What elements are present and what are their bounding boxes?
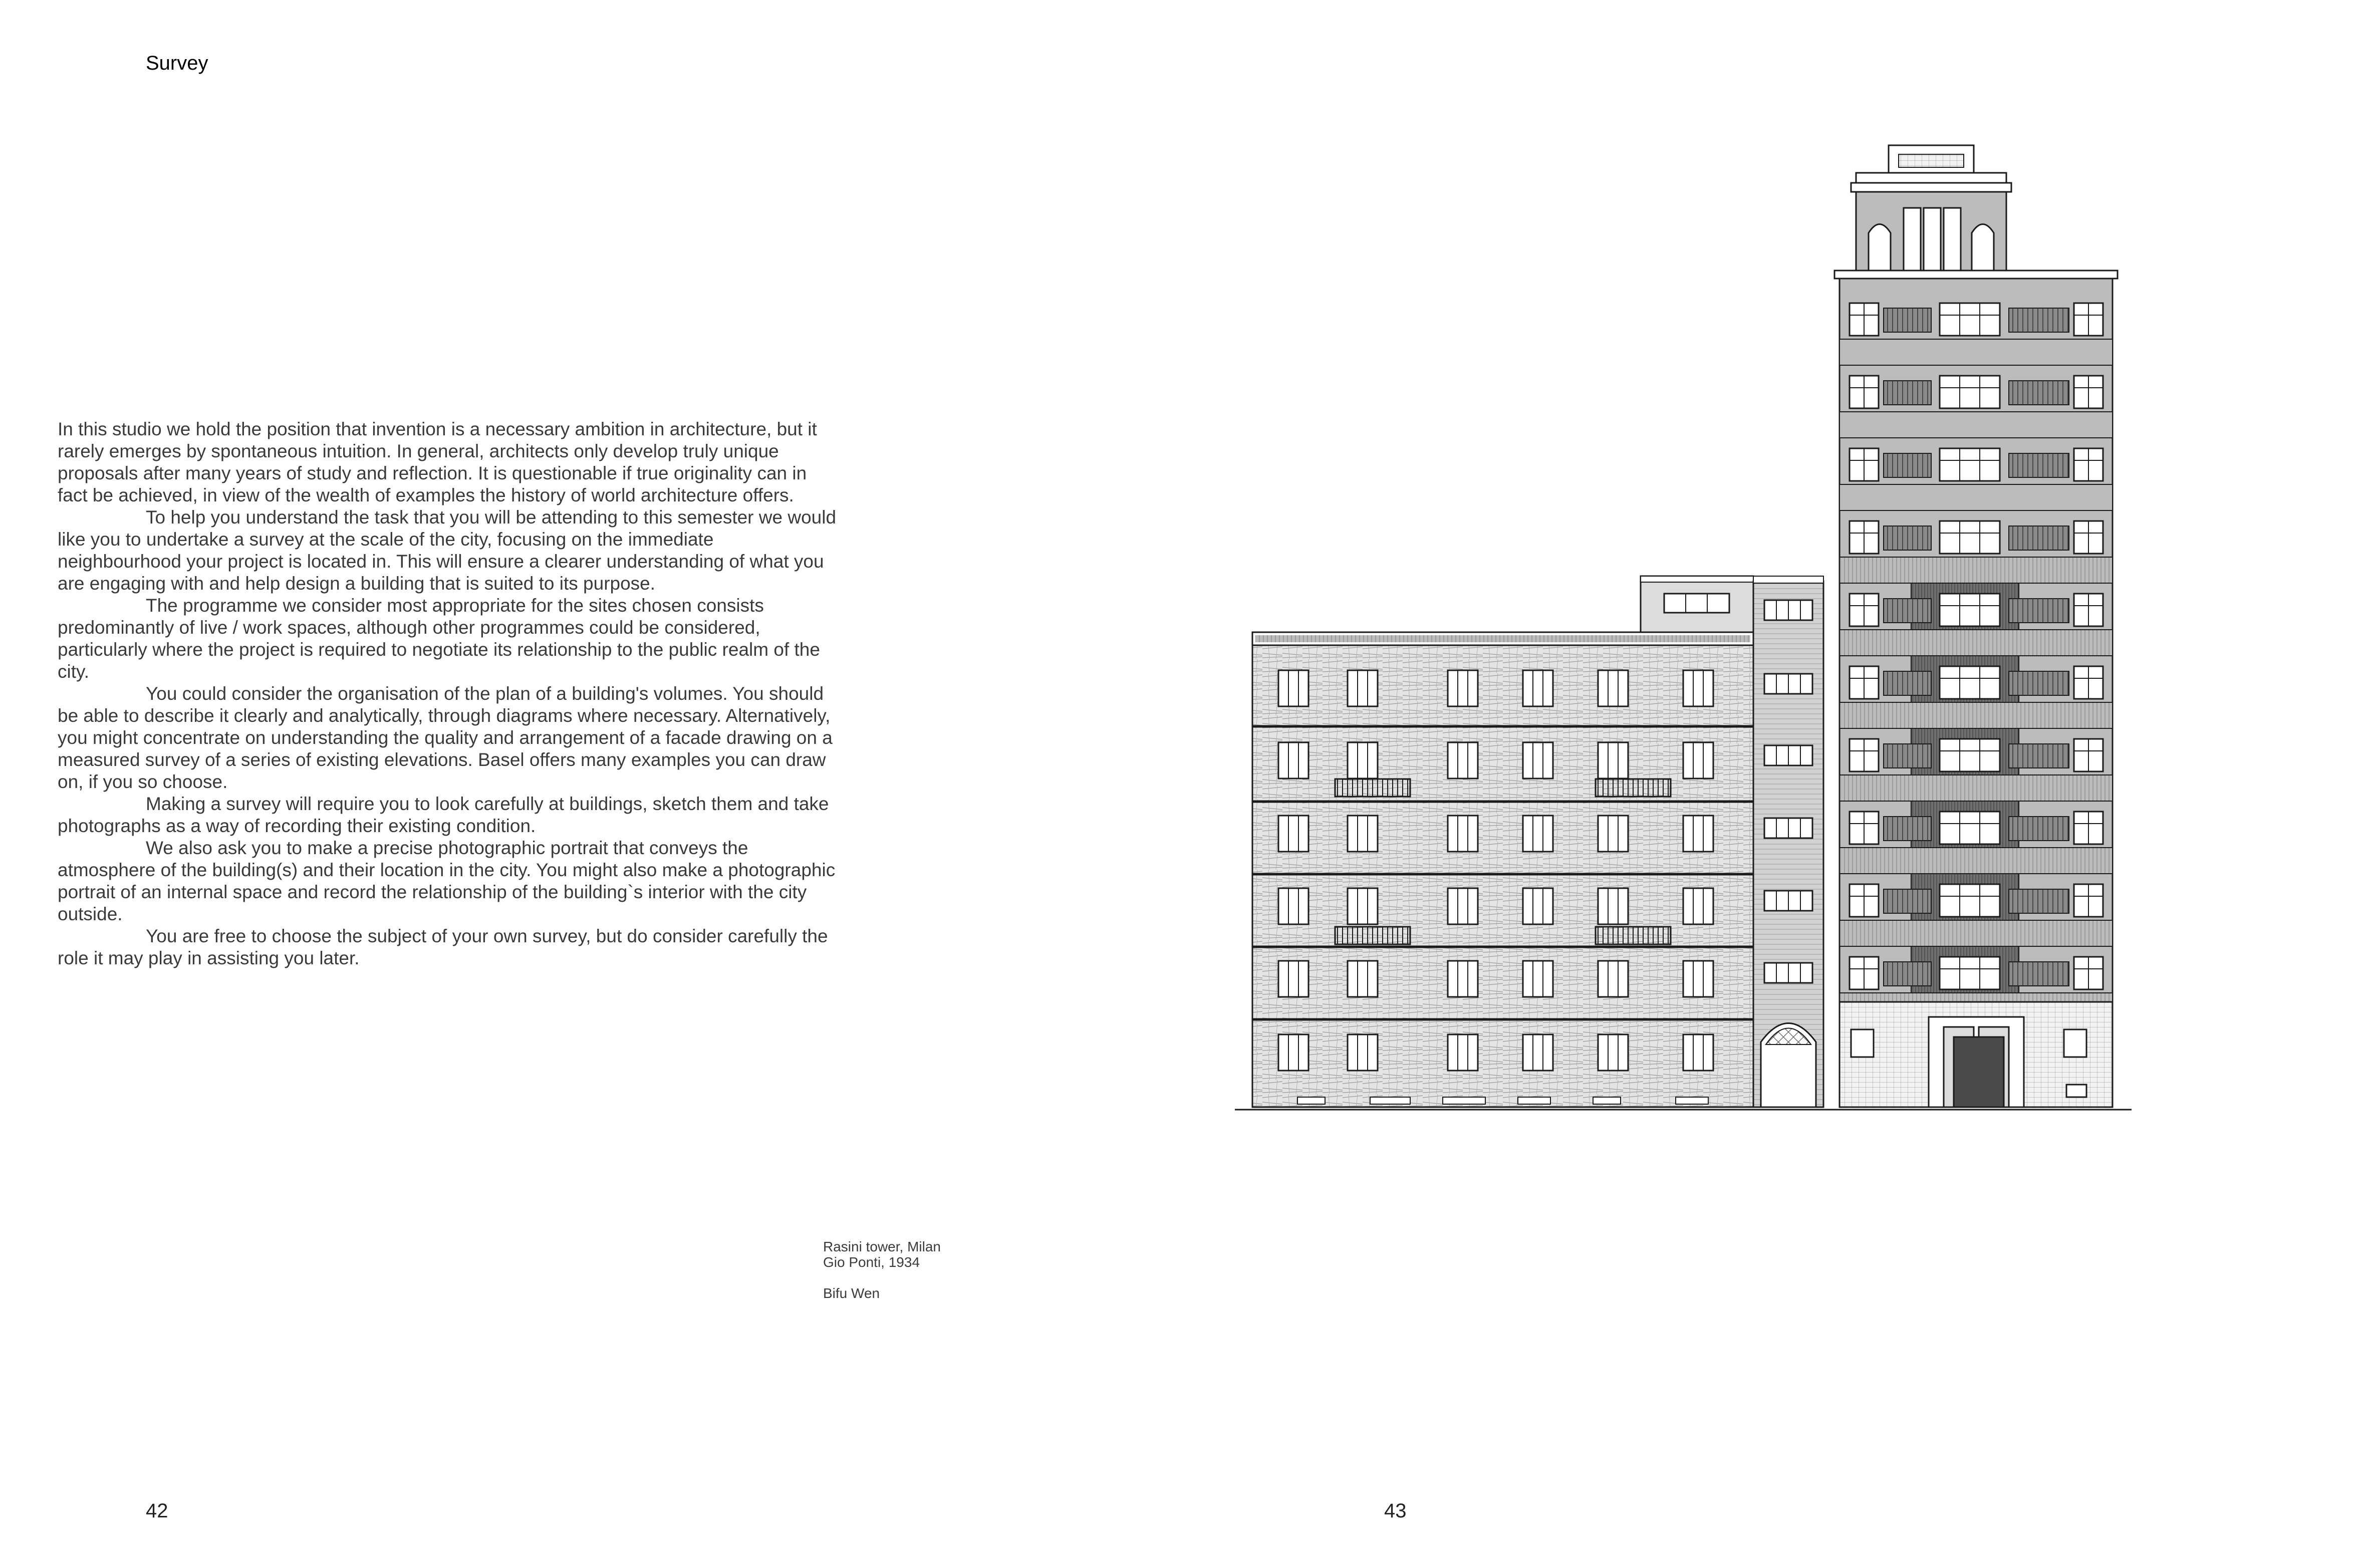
floor-band bbox=[1839, 412, 2113, 438]
window bbox=[1523, 961, 1553, 997]
window bbox=[1278, 888, 1308, 924]
caption-author: Bifu Wen bbox=[823, 1285, 880, 1301]
window bbox=[1598, 670, 1628, 706]
window bbox=[1448, 961, 1478, 997]
window bbox=[1940, 739, 2000, 771]
paragraph: In this studio we hold the position that invention is a necessary ambition in architecture, but it rarely emerges by spontaneous intuition. In general, architects only develop truly unique proposals after many years of study and reflection. It is questionable if true originality can in fact be achieved, in view of the wealth of examples the history of world architecture offers. bbox=[58, 419, 817, 505]
window bbox=[1448, 742, 1478, 778]
window bbox=[1523, 1034, 1553, 1071]
paragraph: To help you understand the task that you will be attending to this semester we would like you to undertake a survey at the scale of the city, focusing on the immediate neighbourhood your project is located in. This will ensure a clearer understanding of what you are engaging with and help design a building that is suited to its purpose. bbox=[58, 507, 837, 594]
window bbox=[1523, 816, 1553, 852]
window bbox=[1348, 961, 1378, 997]
window bbox=[1598, 888, 1628, 924]
floor-band bbox=[1839, 702, 2113, 728]
caption-building: Rasini tower, Milan bbox=[823, 1239, 941, 1254]
window bbox=[1598, 742, 1628, 778]
window bbox=[1940, 594, 2000, 626]
paragraph: We also ask you to make a precise photographic portrait that conveys the atmosphere of the building(s) and their location in the city. You might also make a photographic portrait of an internal space and record the relationship of the building`s interior with the city outside. bbox=[58, 838, 836, 924]
window bbox=[1940, 812, 2000, 844]
window bbox=[1278, 1034, 1308, 1071]
elevation-drawing bbox=[1222, 135, 2154, 1125]
window bbox=[1683, 888, 1713, 924]
caption-architect: Gio Ponti, 1934 bbox=[823, 1254, 920, 1270]
window bbox=[1683, 742, 1713, 778]
window bbox=[1448, 670, 1478, 706]
floor-band bbox=[1839, 339, 2113, 365]
window bbox=[1448, 816, 1478, 852]
window bbox=[1523, 888, 1553, 924]
floor-band bbox=[1839, 775, 2113, 801]
window bbox=[1348, 888, 1378, 924]
paragraph: You are free to choose the subject of your own survey, but do consider carefully the role it may play in assisting you later. bbox=[58, 926, 828, 968]
window bbox=[1348, 816, 1378, 852]
window bbox=[1348, 670, 1378, 706]
window bbox=[1940, 521, 2000, 554]
window bbox=[1598, 816, 1628, 852]
paragraph: Making a survey will require you to look carefully at buildings, sketch them and take photographs as a way of recording their existing condition. bbox=[58, 794, 829, 836]
window bbox=[1683, 816, 1713, 852]
tower bbox=[1834, 145, 2118, 1107]
window bbox=[1598, 961, 1628, 997]
window bbox=[1348, 742, 1378, 778]
window bbox=[1683, 670, 1713, 706]
window bbox=[1940, 303, 2000, 336]
floor-band bbox=[1839, 630, 2113, 656]
window bbox=[1278, 670, 1308, 706]
window bbox=[1940, 376, 2000, 408]
floor-band bbox=[1839, 920, 2113, 946]
floor-band bbox=[1839, 484, 2113, 510]
window bbox=[1448, 1034, 1478, 1071]
page-number-left: 42 bbox=[146, 1500, 168, 1522]
floor-band bbox=[1839, 848, 2113, 874]
window bbox=[1523, 670, 1553, 706]
page-number-right: 43 bbox=[1384, 1500, 1407, 1522]
figure-caption bbox=[823, 1239, 941, 1301]
window bbox=[1348, 1034, 1378, 1071]
window bbox=[1940, 884, 2000, 917]
window bbox=[1940, 448, 2000, 481]
window bbox=[1523, 742, 1553, 778]
paragraph: You could consider the organisation of the plan of a building's volumes. You should be able to describe it clearly and analytically, through diagrams where necessary. Alternatively, you might concentrate on understanding the quality and arrangement of a facade drawing on a measured survey of a series of existing elevations. Basel offers many examples you can draw on, if you so choose. bbox=[58, 683, 833, 792]
low-block bbox=[1252, 632, 1753, 1107]
paragraph: The programme we consider most appropriate for the sites chosen consists predominantly of live / work spaces, although other programmes could be considered, particularly where the project is required to negotiate its relationship to the public realm of the city. bbox=[58, 595, 820, 682]
section-title: Survey bbox=[146, 52, 208, 74]
window bbox=[1278, 961, 1308, 997]
window bbox=[1683, 1034, 1713, 1071]
window bbox=[1278, 742, 1308, 778]
body-text bbox=[58, 418, 839, 969]
window bbox=[1940, 666, 2000, 699]
window bbox=[1940, 957, 2000, 989]
window bbox=[1448, 888, 1478, 924]
window bbox=[1598, 1034, 1628, 1071]
window bbox=[1278, 816, 1308, 852]
window bbox=[1683, 961, 1713, 997]
floor-band bbox=[1839, 557, 2113, 583]
left-page bbox=[0, 0, 1183, 1568]
